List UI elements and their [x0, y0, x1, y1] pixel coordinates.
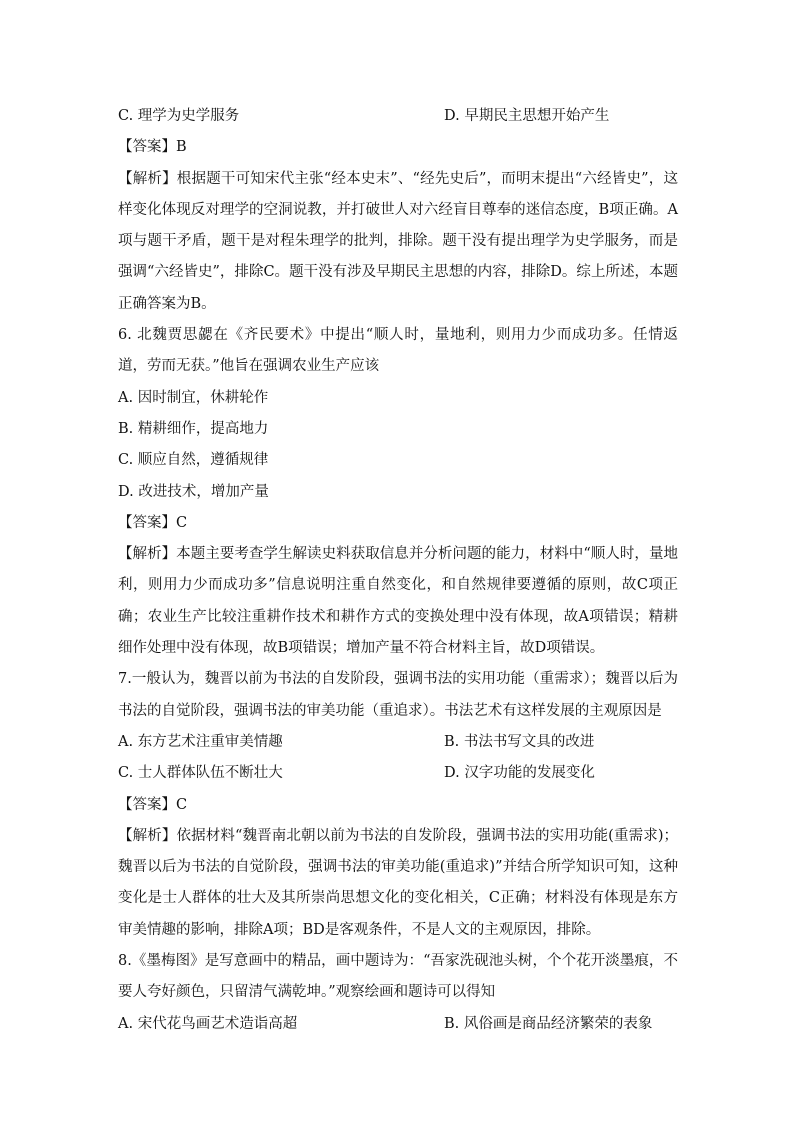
- q7-option-a: A. 东方艺术注重审美情趣: [118, 733, 283, 750]
- document-content: [118, 101, 678, 1040]
- q5-option-d: D. 早期民主思想开始产生: [444, 108, 610, 124]
- q8-stem: 8.《墨梅图》是写意画中的精品，画中题诗为：“吾家洗砚池头树，个个花开淡墨痕，不要人夸好颜色，只留清气满乾坤。”观察绘画和题诗可以得知: [118, 953, 678, 1001]
- q7-stem: 7.一般认为，魏晋以前为书法的自发阶段，强调书法的实用功能（重需求）；魏晋以后为书法的自觉阶段，强调书法的审美功能（重追求）。书法艺术有这样发展的主观原因是: [118, 671, 678, 719]
- q5-analysis: 【解析】根据题干可知宋代主张“经本史末”、“经先史后”，而明末提出“六经皆史”，这样变化体现反对理学的空洞说教，并打破世人对六经盲目尊奉的迷信态度，B项正确。A项与题干矛盾，题干是对程朱理学的批判，排除。题干没有提出理学为史学服务，而是强调“六经皆史”，排除C。题干没有涉及早期民主思想的内容，排除D。综上所述，本题正确答案为B。: [118, 170, 678, 312]
- q6-option-c: C. 顺应自然，遵循规律: [118, 452, 269, 469]
- q8-options-row-ab: [118, 1009, 678, 1040]
- q7-option-b: B. 书法书写文具的改进: [444, 733, 595, 750]
- q6-option-a: A. 因时制宜，休耕轮作: [118, 389, 269, 406]
- q8-option-a: A. 宋代花鸟画艺术造诣高超: [118, 1015, 298, 1032]
- q7-analysis: 【解析】依据材料“魏晋南北朝以前为书法的自发阶段，强调书法的实用功能(重需求)；魏晋以后为书法的自觉阶段，强调书法的审美功能(重追求)”并结合所学知识可知，这种变化是士人群体的壮大及其所崇尚思想文化的变化相关，C正确；材料没有体现是东方审美情趣的影响，排除A项；BD是客观条件，不是人文的主观原因，排除。: [118, 827, 678, 938]
- q7-option-d: D. 汉字功能的发展变化: [444, 765, 595, 782]
- q6-option-d: D. 改进技术，增加产量: [118, 483, 269, 500]
- q6-stem: 6. 北魏贾思勰在《齐民要术》中提出“顺人时，量地利，则用力少而成功多。任情返道，劳而无获。”他旨在强调农业生产应该: [118, 327, 678, 375]
- q6-answer: 【答案】C: [118, 514, 188, 531]
- q8-option-b: B. 风俗画是商品经济繁荣的表象: [444, 1015, 653, 1032]
- q5-options-row-cd: [118, 101, 678, 132]
- q5-option-c: C. 理学为史学服务: [118, 108, 240, 124]
- q7-answer: 【答案】C: [118, 796, 188, 813]
- q7-options-row-ab: [118, 727, 678, 758]
- q5-answer: 【答案】B: [118, 139, 187, 156]
- q7-options-row-cd: [118, 758, 678, 789]
- q6-analysis: 【解析】本题主要考查学生解读史料获取信息并分析问题的能力，材料中“顺人时，量地利，则用力少而成功多”信息说明注重自然变化，和自然规律要遵循的原则，故C项正确；农业生产比较注重耕作技术和耕作方式的变换处理中没有体现，故A项错误；精耕细作处理中没有体现，故B项错误；增加产量不符合材料主旨，故D项错误。: [118, 546, 678, 657]
- q6-option-b: B. 精耕细作，提高地力: [118, 420, 269, 437]
- q7-option-c: C. 士人群体队伍不断壮大: [118, 765, 283, 782]
